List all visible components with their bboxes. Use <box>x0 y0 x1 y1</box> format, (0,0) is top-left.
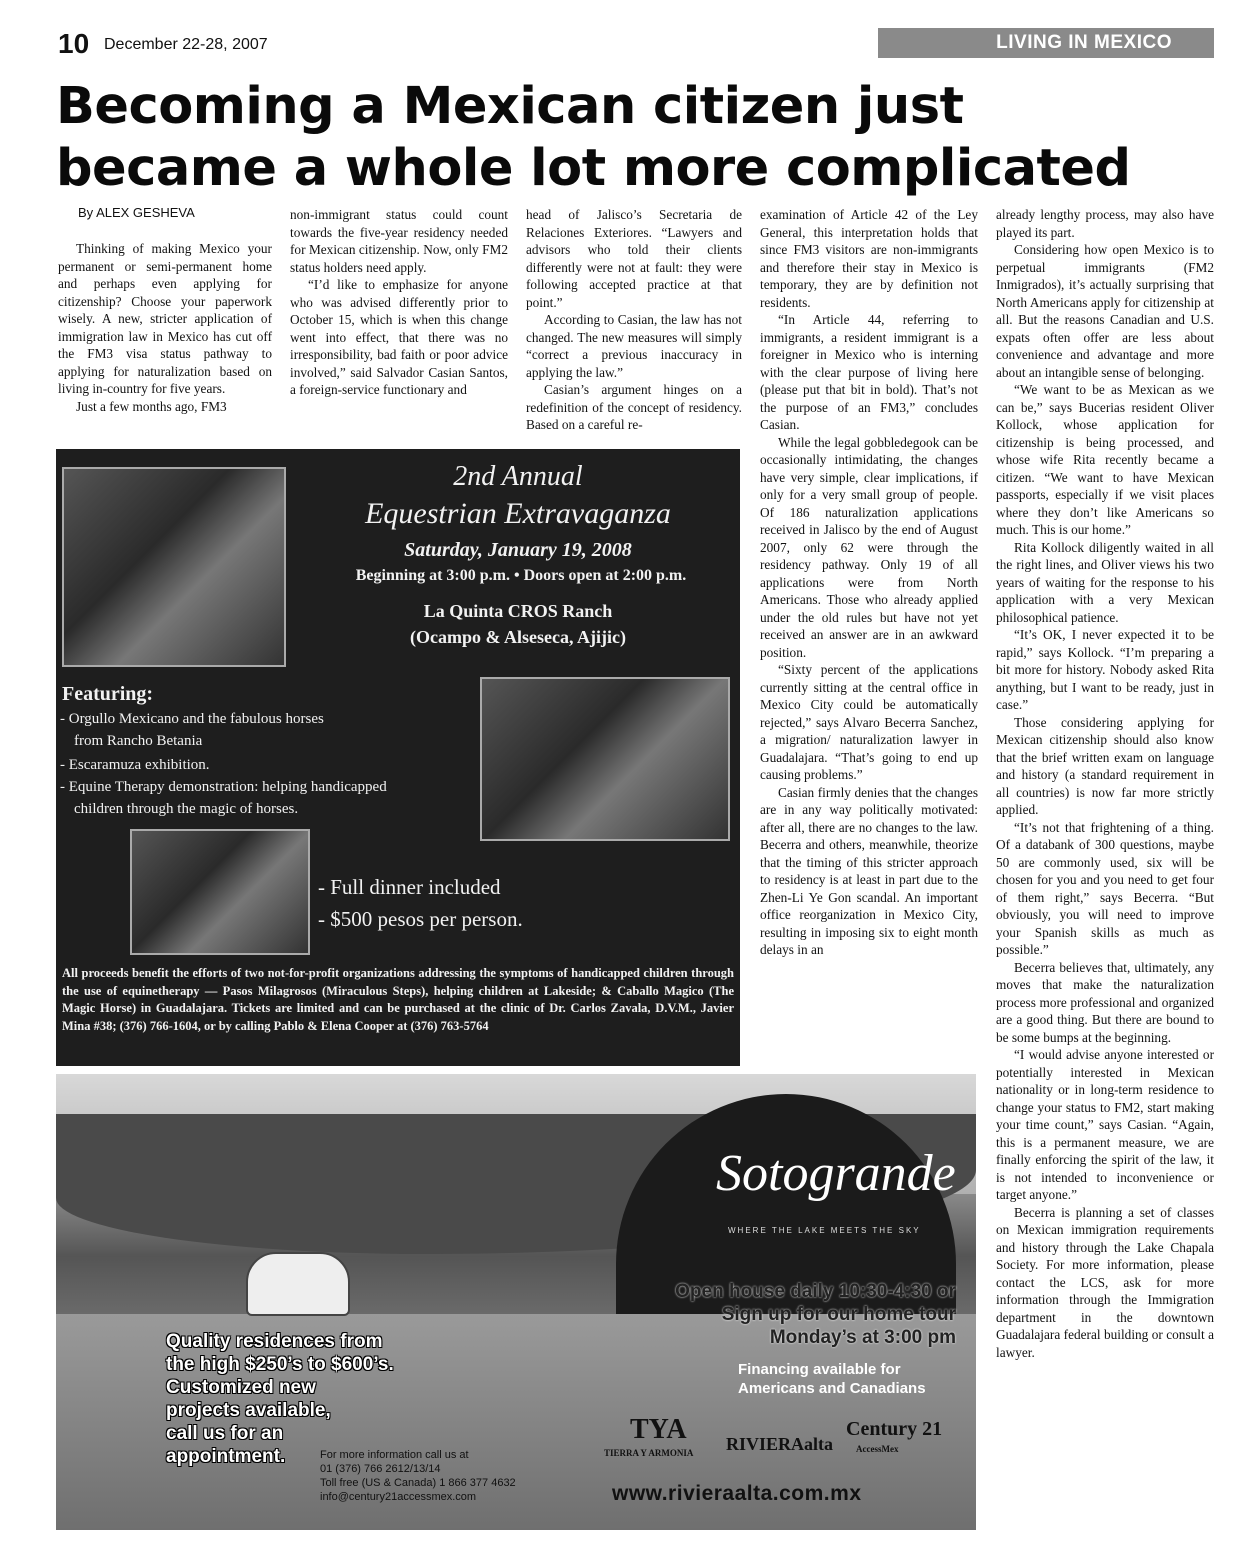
featuring-heading: Featuring: <box>62 683 154 705</box>
accessmex-label: AccessMex <box>856 1444 899 1454</box>
paragraph: Those considering applying for Mexican citizenship should also know that the brief written exam on language and history (a standard requirement in all countries) is now far more strictly applied. <box>996 714 1214 817</box>
paragraph: “I would advise anyone interested or potentially interested in Mexican nationality or in long-term residence to change your status to FM2, start making your time count,” says Casian. “Again, this is a permanent measure, we are finally enforcing the spirit of the law, it is not intended to inconvenience or target anyone.” <box>996 1047 1214 1202</box>
paragraph: “I’d like to emphasize for anyone who was advised differently prior to October 15, which is when this change went into effect, that there was no irresponsibility, bad faith or poor advice involved,” said Salvador Casian Santos, a foreign-service functionary and <box>290 277 508 397</box>
paragraph: head of Jalisco’s Secretaria de Relaciones Exteriores. “Lawyers and advisors who told their clients differently were not at fault: they were following accepted practice at that point.” <box>526 207 742 310</box>
paragraph: Rita Kollock diligently waited in all the right lines, and Oliver views his two years of waiting for the response to his application with a very Mexican philosophical patience. <box>996 539 1214 625</box>
issue-date: December 22-28, 2007 <box>104 36 268 53</box>
section-banner <box>878 28 1214 58</box>
article-column-4 <box>760 206 978 959</box>
residences-line: Customized new <box>166 1377 316 1398</box>
paragraph: Just a few months ago, FM3 <box>76 398 227 414</box>
residences-line: appointment. <box>166 1446 286 1467</box>
paragraph: “Sixty percent of the applications currently sitting at the central office in Mexico City could be automatically rejected,” says Alvaro Becerra Sanchez, a migration/ naturalization lawyer in Guadalajara. “That’s going to end up causing problems.” <box>760 662 978 782</box>
car-image <box>246 1252 350 1316</box>
paragraph: non-immigrant status could count towards the five-year residency needed for Mexican citizenship. Now, only FM2 status holders need apply. <box>290 207 508 275</box>
financing-line: Financing available for <box>738 1361 901 1378</box>
article-column-1 <box>58 205 272 415</box>
ad-footer-text: All proceeds benefit the efforts of two not-for-profit organizations addressing the symptoms of handicapped children through the use of equinetherapy — Pasos Milagrosos (Miraculous Steps), helping children at Lakeside; & Caballo Magico (The Magic Horse) in Guadalajara. Tickets are limited and can be purchased at the clinic of Dr. Carlos Zavala, D.V.M., Javier Mina #38; (376) 766-1604, or by calling Pablo & Elena Cooper at (376) 763-5764 <box>62 966 734 1033</box>
paragraph: While the legal gobbledegook can be occasionally intimidating, the changes have very simple, clear implications, if only for a very small group of people. Of 186 naturalization applications received in Jalisco by the end of August 2007, only 62 were through the residency pathway. Only 19 of all applications were from North Americans. Those who already applied under the old rules but have not yet received an answer are in an awkward position. <box>760 434 978 660</box>
riviera-alta-logo: RIVIERAalta <box>726 1434 834 1454</box>
headline <box>56 76 1226 200</box>
contact-line: Toll free (US & Canada) 1 866 377 4632 <box>320 1477 516 1489</box>
escaramuza-photo <box>480 677 730 841</box>
residences-line: Quality residences from <box>166 1331 383 1352</box>
ad-title-annual: 2nd Annual <box>453 461 583 492</box>
paragraph: Casian firmly denies that the changes are in any way politically motivated: after all, there are no changes to the law. Becerra and others, meanwhile, theorize that the timing of this stricter approach to residency is at least in part due to the Zhen-Li Ye Gon scandal. An important office reorganization in Mexico City, resulting in imposing six to eight month delays in an <box>760 784 978 957</box>
contact-line: 01 (376) 766 2612/13/14 <box>320 1463 441 1475</box>
headline-line-1: Becoming a Mexican citizen just <box>56 77 964 136</box>
paragraph: Thinking of making Mexico your permanent or semi-permanent home and perhaps even applying for citizenship? Choose your paperwork wisely. A new, stricter application of immigration law in Mexico has cut off the FM3 visa status pathway to applying for naturalization based on living in-country for five years. <box>58 241 272 396</box>
rider-photo <box>62 467 286 667</box>
article-column-2 <box>290 206 508 399</box>
contact-email: info@century21accessmex.com <box>320 1491 477 1503</box>
ad-event-date: Saturday, January 19, 2008 <box>404 539 632 561</box>
feature-item: children through the magic of horses. <box>74 801 299 817</box>
paragraph: already lengthy process, may also have played its part. <box>996 207 1214 240</box>
page-number: 10 <box>58 28 90 59</box>
tya-logo: TYA <box>630 1414 687 1445</box>
paragraph: Considering how open Mexico is to perpetual immigrants (FM2 Inmigrados), it’s actually surprising that North Americans apply for citizenship at all. But the reasons Canadian and U.S. expats often offer are less about convenience and advantage and more about an intangible sense of belonging. <box>996 242 1214 380</box>
contact-info <box>320 1448 516 1504</box>
dinner-line: - Full dinner included <box>318 875 501 899</box>
website-url: www.rivieraalta.com.mx <box>612 1482 862 1505</box>
tya-logo-name: TIERRA Y ARMONIA <box>604 1448 694 1458</box>
paragraph: “It’s OK, I never expected it to be rapid,” says Kollock. “I’m preparing a bit more for history. Nobody asked Rita anything, but I want to be ready, just in case.” <box>996 627 1214 712</box>
paragraph: “It’s not that frightening of a thing. Of a databank of 300 questions, maybe 50 are commonly used, six will be chosen for you and you need to get four of them right,” says Becerra. “But obviously, you will need to improve your Spanish skills as much as possible.” <box>996 819 1214 957</box>
paragraph: “In Article 44, referring to immigrants, a resident immigrant is a foreigner in Mexico who is interning with the clear purpose of living here (please put that bit in bold). That’s not the purpose of an FM3,” concludes Casian. <box>760 312 978 432</box>
headline-line-2: became a whole lot more complicated <box>56 139 1131 198</box>
financing-text <box>738 1360 926 1398</box>
equestrian-ad <box>56 449 740 1066</box>
financing-line: Americans and Canadians <box>738 1380 926 1397</box>
residences-line: projects available, <box>166 1400 331 1421</box>
section-title: LIVING IN MEXICO <box>996 32 1172 53</box>
contact-line: For more information call us at <box>320 1449 469 1461</box>
byline: By ALEX GESHEVA <box>78 205 195 220</box>
article-column-3 <box>526 206 742 434</box>
sotogrande-tagline: WHERE THE LAKE MEETS THE SKY <box>728 1226 921 1235</box>
open-house-line: Monday’s at 3:00 pm <box>769 1327 956 1348</box>
ad-title-event: Equestrian Extravaganza <box>365 497 671 530</box>
ad-venue-address: (Ocampo & Alseseca, Ajijic) <box>410 627 626 647</box>
paragraph: examination of Article 42 of the Ley General, this interpretation holds that since FM3 visitors are non-immigrants and therefore their stay in Mexico is temporary, they are by definition not residents. <box>760 207 978 310</box>
residences-line: call us for an <box>166 1423 284 1444</box>
price-line: - $500 pesos per person. <box>318 907 523 931</box>
sotogrande-ad <box>56 1074 976 1530</box>
article-column-5 <box>996 206 1214 1361</box>
open-house-line: Sign up for our home tour <box>721 1304 956 1325</box>
feature-item: - Equine Therapy demonstration: helping handicapped <box>60 779 387 795</box>
ad-venue-name: La Quinta CROS Ranch <box>423 601 613 621</box>
residences-line: the high $250’s to $600’s. <box>166 1354 394 1375</box>
paragraph: Casian’s argument hinges on a redefinition of the concept of residency. Based on a careful re- <box>526 382 742 432</box>
ad-event-times: Beginning at 3:00 p.m. • Doors open at 2:00 p.m. <box>355 567 687 584</box>
paragraph: Becerra believes that, ultimately, any moves that make the naturalization process more professional and organized are a good thing. But there are bound to be some bumps at the beginning. <box>996 959 1214 1045</box>
open-house-text <box>596 1280 956 1349</box>
therapy-photo <box>130 829 310 955</box>
sotogrande-logo: Sotogrande <box>716 1145 956 1202</box>
feature-item: - Orgullo Mexicano and the fabulous horses <box>60 711 324 727</box>
paragraph: “We want to be as Mexican as we can be,” says Bucerias resident Oliver Kollock, whose application for citizenship is being processed, and whose wife Rita recently became a citizen. “We want to have Mexican passports, especially if we visit places where they don’t like Americans so much. This is our home.” <box>996 382 1214 537</box>
feature-item: - Escaramuza exhibition. <box>60 757 210 773</box>
century21-logo: Century 21 <box>846 1418 943 1440</box>
paragraph: According to Casian, the law has not changed. The new measures will simply “correct a previous inaccuracy in applying the law.” <box>526 312 742 380</box>
feature-item: from Rancho Betania <box>74 733 203 749</box>
paragraph: Becerra is planning a set of classes on Mexican immigration requirements and history through the Lake Chapala Society. For more information, please contact the LCS, ask for more information through the Immigration department in the downtown Guadalajara federal building or consult a lawyer. <box>996 1204 1214 1360</box>
open-house-line: Open house daily 10:30-4:30 or <box>675 1281 956 1302</box>
